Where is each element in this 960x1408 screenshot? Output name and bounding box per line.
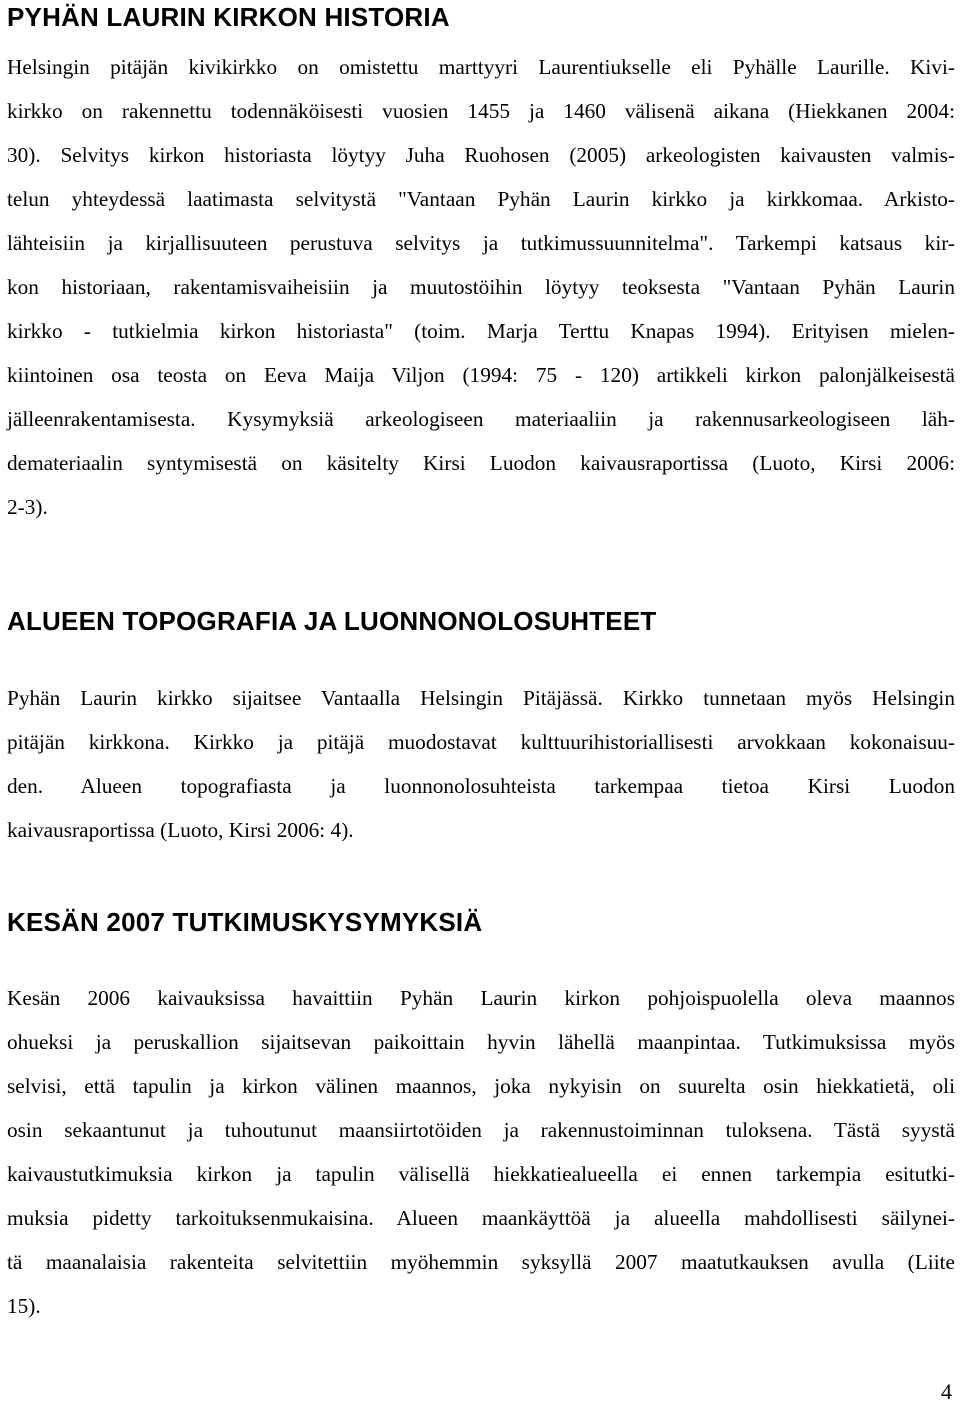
section-body-topography — [7, 676, 955, 852]
text-line: telun yhteydessä laatimasta selvitystä "Vantaan Pyhän Laurin kirkko ja kirkkomaa. Arkisto- — [7, 187, 955, 211]
text-line: den. Alueen topografiasta ja luonnonolosuhteista tarkempaa tietoa Kirsi Luodon — [7, 774, 955, 798]
text-line: kaivaustutkimuksia kirkon ja tapulin välisellä hiekkatiealueella ei ennen tarkempia esitutki- — [7, 1162, 955, 1186]
text-line: 15). — [7, 1294, 41, 1318]
section-body-research-questions — [7, 976, 955, 1328]
page-number: 4 — [941, 1379, 952, 1404]
section-heading-history: PYHÄN LAURIN KIRKON HISTORIA — [7, 2, 450, 32]
text-line: Pyhän Laurin kirkko sijaitsee Vantaalla Helsingin Pitäjässä. Kirkko tunnetaan myös Helsingin — [7, 686, 955, 710]
text-line: 2-3). — [7, 495, 48, 519]
section-heading-research-questions: KESÄN 2007 TUTKIMUSKYSYMYKSIÄ — [7, 907, 483, 937]
text-line: demateriaalin syntymisestä on käsitelty Kirsi Luodon kaivausraportissa (Luoto, Kirsi 2006: — [7, 451, 955, 475]
text-line: kon historiaan, rakentamisvaiheisiin ja muutostöihin löytyy teoksesta "Vantaan Pyhän Laurin — [7, 275, 955, 299]
text-line: jälleenrakentamisesta. Kysymyksiä arkeologiseen materiaaliin ja rakennusarkeologiseen läh- — [7, 407, 955, 431]
text-line: 30). Selvitys kirkon historiasta löytyy Juha Ruohosen (2005) arkeologisten kaivausten valmis- — [7, 143, 955, 167]
section-body-history — [7, 45, 955, 529]
text-line: kirkko - tutkielmia kirkon historiasta" (toim. Marja Terttu Knapas 1994). Erityisen mielen- — [7, 319, 955, 343]
text-line: Helsingin pitäjän kivikirkko on omistettu marttyyri Laurentiukselle eli Pyhälle Laurille. Kivi- — [7, 55, 955, 79]
text-line: kiintoinen osa teosta on Eeva Maija Viljon (1994: 75 - 120) artikkeli kirkon palonjälkeisestä — [7, 363, 955, 387]
text-line: muksia pidetty tarkoituksenmukaisina. Alueen maankäyttöä ja alueella mahdollisesti säilynei- — [7, 1206, 955, 1230]
text-line: pitäjän kirkkona. Kirkko ja pitäjä muodostavat kulttuurihistoriallisesti arvokkaan kokonaisuu- — [7, 730, 955, 754]
section-heading-topography: ALUEEN TOPOGRAFIA JA LUONNONOLOSUHTEET — [7, 606, 657, 636]
text-line: tä maanalaisia rakenteita selvitettiin myöhemmin syksyllä 2007 maatutkauksen avulla (Liite — [7, 1250, 955, 1274]
text-line: lähteisiin ja kirjallisuuteen perustuva selvitys ja tutkimussuunnitelma". Tarkempi katsaus kir- — [7, 231, 955, 255]
text-line: osin sekaantunut ja tuhoutunut maansiirtotöiden ja rakennustoiminnan tuloksena. Tästä syystä — [7, 1118, 955, 1142]
text-line: kirkko on rakennettu todennäköisesti vuosien 1455 ja 1460 välisenä aikana (Hiekkanen 2004: — [7, 99, 955, 123]
text-line: ohueksi ja peruskallion sijaitsevan paikoittain hyvin lähellä maanpintaa. Tutkimuksissa myös — [7, 1030, 955, 1054]
text-line: selvisi, että tapulin ja kirkon välinen maannos, joka nykyisin on suurelta osin hiekkatietä, oli — [7, 1074, 955, 1098]
text-line: Kesän 2006 kaivauksissa havaittiin Pyhän Laurin kirkon pohjoispuolella oleva maannos — [7, 986, 955, 1010]
text-line: kaivausraportissa (Luoto, Kirsi 2006: 4). — [7, 818, 354, 842]
